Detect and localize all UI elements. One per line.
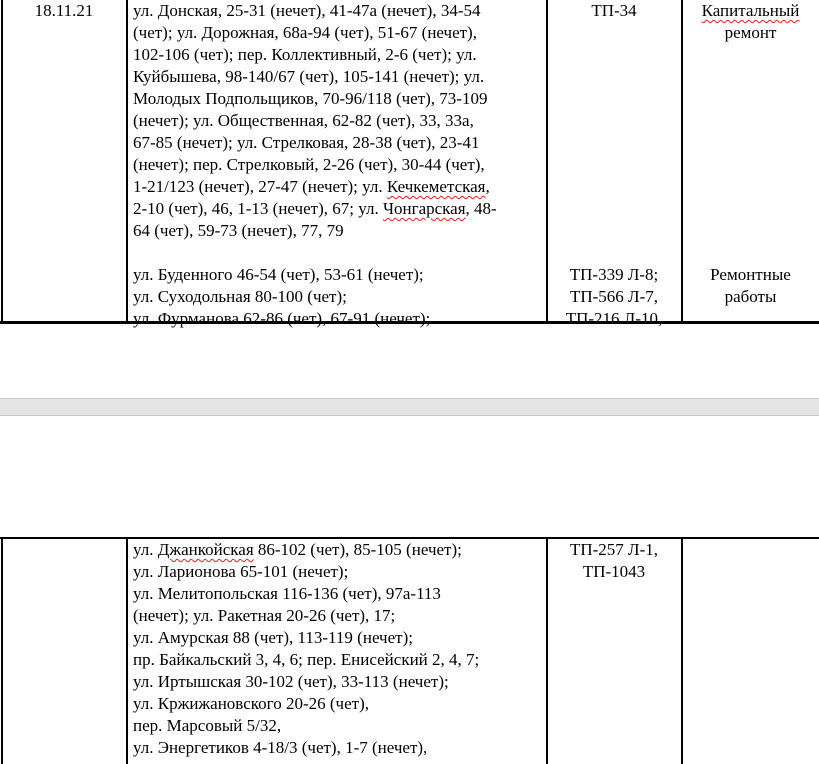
work-type-cell-row1 [682, 0, 819, 44]
text-line: ТП-1043 [582, 562, 646, 581]
tp-cell [547, 539, 681, 583]
text-line [133, 198, 543, 220]
text-line: (нечет); пер. Стрелковый, 2-26 (чет), 30-44 (чет), [133, 155, 485, 174]
text-line: 64 (чет), 59-73 (нечет), 77, 79 [133, 221, 344, 240]
blank-line [133, 242, 543, 264]
text-line: (чет); ул. Дорожная, 68а-94 (чет), 51-67 (нечет), [133, 23, 477, 42]
page-break-separator [0, 398, 819, 416]
text-line: Куйбышева, 98-140/67 (чет), 105-141 (нечет); ул. [133, 67, 485, 86]
table-border-after-tp-col [681, 539, 683, 764]
date-text: 18.11.21 [34, 1, 94, 20]
tp-text: ТП-34 [591, 1, 637, 20]
address-segment: , [485, 177, 490, 196]
text-line: (нечет); ул. Ракетная 20-26 (чет), 17; [133, 606, 396, 625]
text-line: пер. Марсовый 5/32, [133, 716, 282, 735]
text-line: ул. Ларионова 65-101 (нечет); [133, 562, 349, 581]
text-line [682, 0, 819, 22]
address-lines-group [133, 561, 543, 759]
text-line: (нечет); ул. Общественная, 62-82 (чет), 33, 33а, [133, 111, 474, 130]
address-segment: 86-102 (чет), 85-105 (нечет); [253, 540, 462, 559]
tp-lines-group [547, 264, 681, 330]
tp-cell-row1 [547, 0, 681, 22]
repair-schedule-table-upper [0, 0, 819, 328]
text-line: ул. Энергетиков 4-18/3 (чет), 1-7 (нечет), [133, 738, 428, 757]
address-segment: , 48- [465, 199, 497, 218]
tp-lines-group [547, 539, 681, 583]
text-line [133, 539, 543, 561]
address-cell [133, 0, 543, 330]
text-line: ТП-339 Л-8; [569, 265, 659, 284]
table-border-left [1, 539, 3, 764]
text-line: 67-85 (нечет); ул. Стрелковая, 28-38 (чет), 23-41 [133, 133, 480, 152]
text-line: ремонт [724, 23, 777, 42]
address-lines-group [133, 0, 543, 176]
address-cell [133, 539, 543, 759]
address-segment: 1-21/123 (нечет), 27-47 (нечет); ул. [133, 177, 387, 196]
text-line: ул. Буденного 46-54 (чет), 53-61 (нечет); [133, 265, 424, 284]
text-line: ТП-257 Л-1, [569, 540, 658, 559]
text-line: Молодых Подпольщиков, 70-96/118 (чет), 73-109 [133, 89, 488, 108]
misspelled-word: Джанкойская [157, 540, 254, 559]
address-segment: 2-10 (чет), 46, 1-13 (нечет), 67; ул. [133, 199, 383, 218]
text-line: ул. Амурская 88 (чет), 113-119 (нечет); [133, 628, 413, 647]
date-cell [2, 0, 126, 22]
text-line: 102-106 (чет); пер. Коллективный, 2-6 (чет); ул. [133, 45, 477, 64]
misspelled-word: Кечкеметская [386, 177, 486, 196]
text-line: Ремонтные [710, 265, 791, 284]
table-border-after-date-col [126, 539, 128, 764]
work-type-cell-row2 [682, 264, 819, 308]
tp-cell-row2 [547, 264, 681, 330]
text-line: ул. Донская, 25-31 (нечет), 41-47а (нечет), 34-54 [133, 1, 481, 20]
table-border-after-date-col [126, 0, 128, 321]
text-line: ул. Мелитопольская 116-136 (чет), 97а-113 [133, 584, 441, 603]
text-line: ТП-566 Л-7, [569, 287, 658, 306]
text-line: ТП-216 Л-10, [565, 309, 663, 328]
text-line [133, 176, 543, 198]
text-line: ул. Суходольная 80-100 (чет); [133, 287, 347, 306]
address-segment: ул. [133, 540, 158, 559]
text-line: ул. Фурманова 62-86 (чет), 67-91 (нечет); [133, 309, 431, 328]
table-border-left [1, 0, 3, 321]
text-line: ул. Кржижановского 20-26 (чет), [133, 694, 369, 713]
repair-schedule-table-lower [0, 537, 819, 764]
misspelled-word: Чонгарская [382, 199, 466, 218]
misspelled-word: Капитальный [701, 1, 800, 20]
text-line: ул. Иртышская 30-102 (чет), 33-113 (нечет); [133, 672, 449, 691]
text-line: работы [724, 287, 777, 306]
text-line: пр. Байкальский 3, 4, 6; пер. Енисейский 2, 4, 7; [133, 650, 480, 669]
address-lines-group [133, 264, 543, 330]
